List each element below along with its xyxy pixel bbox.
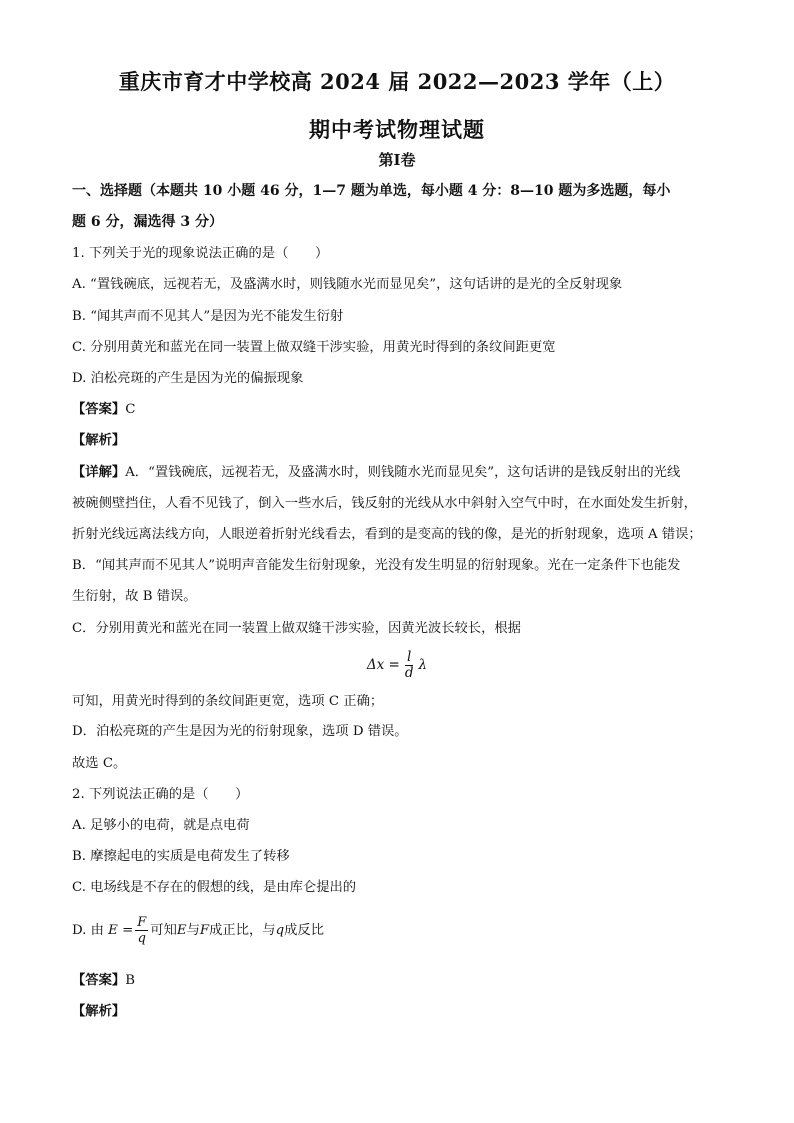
- option-d-denominator: q: [137, 931, 146, 946]
- formula-lhs: Δx =: [366, 657, 400, 673]
- question-1-answer: [72, 400, 732, 420]
- question-1-detail-line2: 被碗侧壁挡住，人看不见钱了，倒入一些水后，钱反射的光线从水中斜射入空气中时，在水面处发生折射，: [72, 496, 697, 511]
- question-2-option-c: C. 电场线是不存在的假想的线，是由库仑提出的: [72, 880, 357, 895]
- question-1-analysis-tag: 【解析】: [72, 433, 126, 448]
- question-1-detail-line8: D．泊松亮斑的产生是因为光的衍射现象，选项 D 错误。: [72, 724, 408, 739]
- answer-value: B: [125, 973, 135, 988]
- question-1-detail-line5: 生衍射，故 B 错误。: [72, 589, 197, 604]
- option-d-numerator: F: [137, 915, 147, 930]
- question-1-option-c: C. 分别用黄光和蓝光在同一装置上做双缝干涉实验，用黄光时得到的条纹间距更宽: [72, 340, 556, 355]
- question-2-option-d: [72, 911, 732, 951]
- option-d-var-q: q: [275, 923, 285, 938]
- question-2-analysis-tag: 【解析】: [72, 1004, 126, 1019]
- option-d-text3: 成正比，与: [209, 923, 276, 938]
- formula-fraction: [403, 650, 416, 681]
- section-heading-line1: 一、选择题（本题共 10 小题 46 分，1—7 题为单选，每小题 4 分：8—10 题为多选题，每小: [72, 183, 671, 199]
- detail-text: A．“置钱碗底，远视若无，及盛满水时，则钱随水光而显见矣”，这句话讲的是钱反射出的光线: [125, 465, 681, 480]
- question-2-stem: 2. 下列说法正确的是（ ）: [72, 787, 249, 802]
- section-heading-line2: 题 6 分，漏选得 3 分）: [72, 214, 223, 230]
- question-1-detail-line1: [72, 463, 732, 483]
- option-d-text1: 可知: [150, 923, 177, 938]
- option-d-fraction: [135, 915, 148, 946]
- option-d-var-f: F: [199, 923, 210, 938]
- question-1-conclusion: 故选 C。: [72, 756, 127, 771]
- question-1-detail-line4: B．“闻其声而不见其人”说明声音能发生衍射现象，光没有发生明显的衍射现象。光在一定条件下也能发: [72, 558, 681, 573]
- option-d-formula-lhs: E =: [108, 923, 134, 938]
- question-1-option-b: B. “闻其声而不见其人”是因为光不能发生衍射: [72, 309, 344, 324]
- question-1-stem: 1. 下列关于光的现象说法正确的是（ ）: [72, 246, 329, 261]
- option-d-text4: 成反比: [284, 923, 325, 938]
- question-1-option-a: A. “置钱碗底，远视若无，及盛满水时，则钱随水光而显见矣”，这句话讲的是光的全反射现象: [72, 277, 623, 292]
- answer-tag: 【答案】: [72, 402, 126, 417]
- formula-denominator: d: [404, 664, 414, 681]
- formula-numerator: l: [407, 648, 412, 665]
- volume-label: 第Ⅰ卷: [378, 151, 416, 169]
- option-d-text2: 与: [186, 923, 200, 938]
- formula-rhs: λ: [418, 657, 428, 673]
- question-1-detail-line6: C．分别用黄光和蓝光在同一装置上做双缝干涉实验，因黄光波长较长，根据: [72, 621, 521, 636]
- exam-subtitle: 期中考试物理试题: [309, 117, 485, 142]
- question-2-option-b: B. 摩擦起电的实质是电荷发生了转移: [72, 849, 290, 864]
- detail-tag: 【详解】: [72, 465, 126, 480]
- exam-title: 重庆市育才中学校高 2024 届 2022—2023 学年（上）: [118, 69, 676, 94]
- question-2-answer: [72, 971, 732, 991]
- option-d-var-e: E: [176, 923, 187, 938]
- question-1-option-d: D. 泊松亮斑的产生是因为光的偏振现象: [72, 371, 304, 386]
- question-1-detail-line3: 折射光线远离法线方向，人眼逆着折射光线看去，看到的是变高的钱的像，是光的折射现象，选项 A 错误；: [72, 527, 702, 542]
- answer-tag: 【答案】: [72, 973, 126, 988]
- fringe-spacing-formula: [0, 646, 794, 684]
- question-1-detail-line7: 可知，用黄光时得到的条纹间距更宽，选项 C 正确；: [72, 694, 384, 709]
- answer-value: C: [125, 402, 136, 417]
- option-d-prefix: D. 由: [72, 923, 104, 938]
- question-2-option-a: A. 足够小的电荷，就是点电荷: [72, 818, 250, 833]
